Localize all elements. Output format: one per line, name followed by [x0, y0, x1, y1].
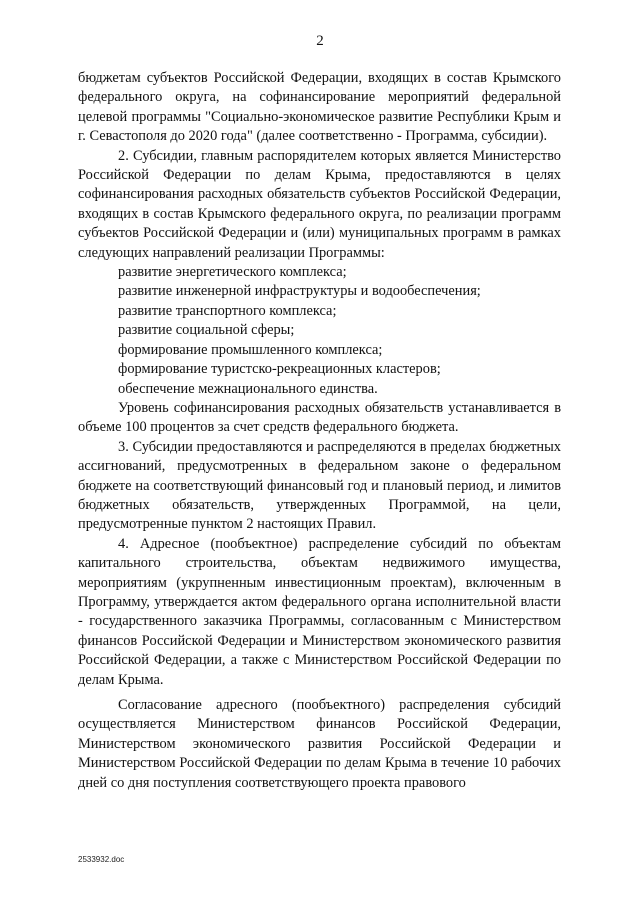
list-item: развитие транспортного комплекса; [118, 302, 337, 319]
list-item: обеспечение межнационального единства. [118, 380, 378, 397]
paragraph-intro-continuation: бюджетам субъектов Российской Федерации, входящих в состав Крымского федерального округа, на софинансирование мероприятий федеральной целевой программы "Социально-экономическое развитие Республики Крым и г. Севастополя до 2020 года" (далее соответственно - Программа, субсидии). [78, 70, 561, 145]
page-number: 2 [316, 33, 324, 49]
paragraph-2-subsidies: 2. Субсидии, главным распорядителем которых является Министерство Российской Федерации по делам Крыма, предоставляются в целях софинансирования расходных обязательств субъектов Российской Федерации, входящих в состав Крымского федерального округа, по реализации программ субъектов Российской Федерации и (или) муниципальных программ в рамках следующих направлений реализации Программы: [78, 147, 561, 261]
footer-file-name: 2533932.doc [78, 855, 125, 864]
paragraph-approval: Согласование адресного (пообъектного) распределения субсидий осуществляется Министерством финансов Российской Федерации, Министерством экономического развития Российской Федерации и Министерством Российской Федерации по делам Крыма в течение 10 рабочих дней со дня поступления соответствующего проекта правового [78, 697, 561, 791]
directions-list [78, 263, 561, 399]
list-item: развитие социальной сферы; [118, 322, 295, 339]
paragraph-4-distribution: 4. Адресное (пообъектное) распределение субсидий по объектам капитального строительства, объектам недвижимого имущества, мероприятиям (укрупненным инвестиционным проектам), включенным в Программу, утверждается актом федерального органа исполнительной власти - государственного заказчика Программы, согласованным с Министерством финансов Российской Федерации и Министерством экономического развития Российской Федерации, а также с Министерством Российской Федерации по делам Крыма. [78, 535, 561, 688]
list-item: развитие энергетического комплекса; [118, 264, 347, 281]
paragraph-3-allocation: 3. Субсидии предоставляются и распределяются в пределах бюджетных ассигнований, предусмотренных в федеральном законе о федеральном бюджете на соответствующий финансовый год и плановый период, и лимитов бюджетных обязательств, утвержденных Программой, на цели, предусмотренные пунктом 2 настоящих Правил. [78, 438, 561, 533]
document-body [78, 69, 561, 793]
paragraph-cofinancing-level: Уровень софинансирования расходных обязательств устанавливается в объеме 100 процентов за счет средств федерального бюджета. [78, 399, 561, 436]
list-item: развитие инженерной инфраструктуры и водообеспечения; [118, 283, 481, 300]
list-item: формирование промышленного комплекса; [118, 341, 383, 358]
list-item: формирование туристско-рекреационных кластеров; [118, 361, 441, 378]
